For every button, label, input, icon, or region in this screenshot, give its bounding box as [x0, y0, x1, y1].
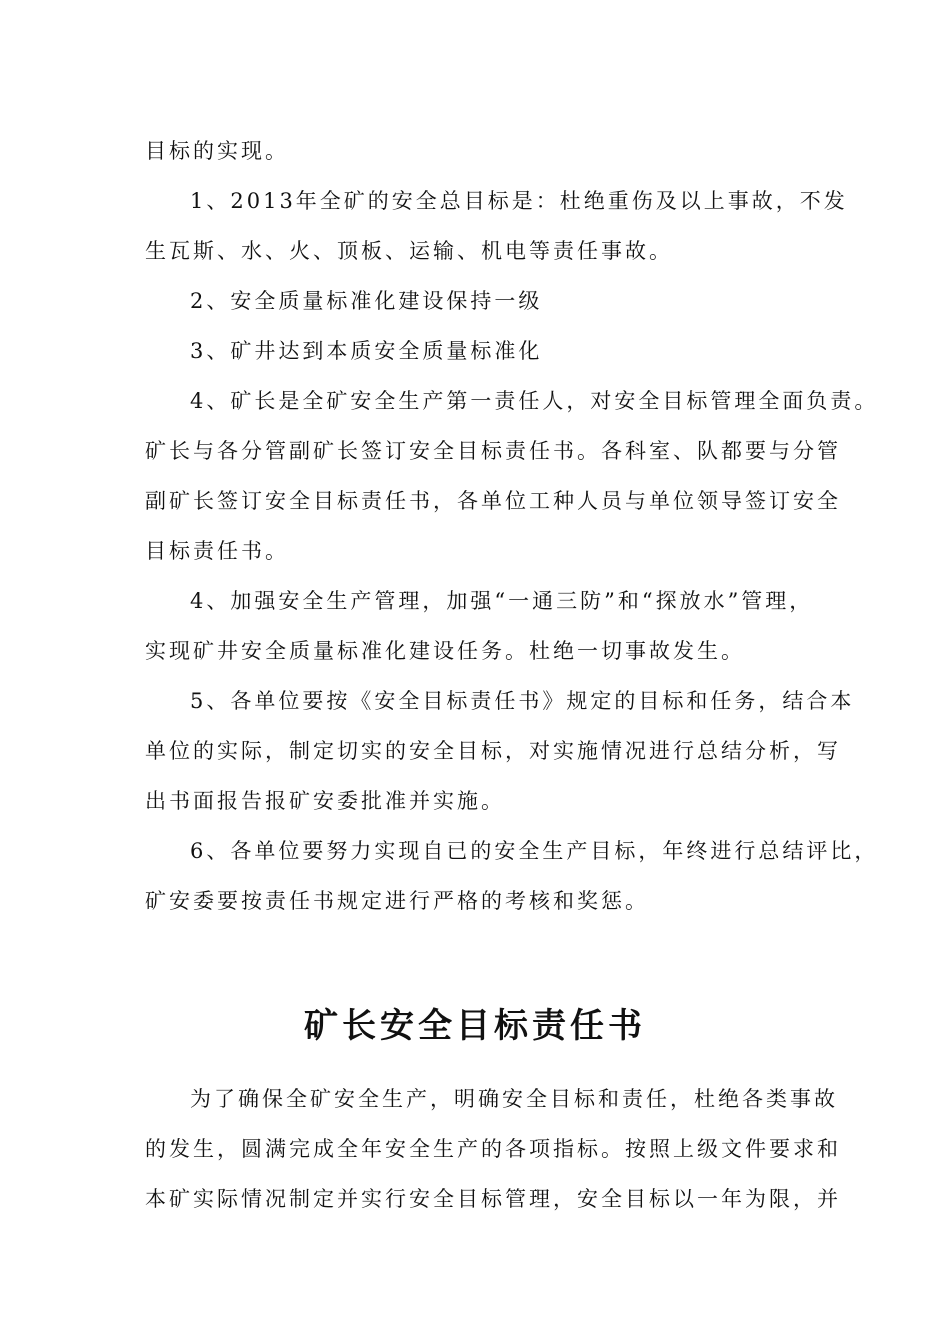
intro-line-3: 本矿实际情况制定并实行安全目标管理，安全目标以一年为限，并: [145, 1187, 841, 1211]
body-line-3: 生瓦斯、水、火、顶板、运输、机电等责任事故。: [145, 239, 673, 263]
body-line-8: 副矿长签订安全目标责任书，各单位工种人员与单位领导签订安全: [145, 489, 841, 513]
body-line-9: 目标责任书。: [145, 539, 289, 563]
body-line-13: 单位的实际，制定切实的安全目标，对实施情况进行总结分析，写: [145, 739, 841, 763]
body-line-5: 3、矿井达到本质安全质量标准化: [190, 339, 543, 363]
body-line-2: 1、2013年全矿的安全总目标是：杜绝重伤及以上事故，不发: [190, 189, 848, 213]
body-line-7: 矿长与各分管副矿长签订安全目标责任书。各科室、队都要与分管: [145, 439, 841, 463]
body-line-4: 2、安全质量标准化建设保持一级: [190, 289, 543, 313]
body-line-14: 出书面报告报矿安委批准并实施。: [145, 789, 505, 813]
body-line-12: 5、各单位要按《安全目标责任书》规定的目标和任务，结合本: [190, 689, 855, 713]
section-title: 矿长安全目标责任书: [304, 1006, 646, 1046]
body-line-6: 4、矿长是全矿安全生产第一责任人，对安全目标管理全面负责。: [190, 389, 879, 413]
body-line-1: 目标的实现。: [145, 139, 289, 163]
body-line-11: 实现矿井安全质量标准化建设任务。杜绝一切事故发生。: [145, 639, 745, 663]
intro-line-1: 为了确保全矿安全生产，明确安全目标和责任，杜绝各类事故: [190, 1087, 838, 1111]
body-line-10: 4、加强安全生产管理，加强“一通三防”和“探放水”管理，: [190, 589, 814, 613]
body-line-15: 6、各单位要努力实现自已的安全生产目标，年终进行总结评比，: [190, 839, 879, 863]
intro-line-2: 的发生，圆满完成全年安全生产的各项指标。按照上级文件要求和: [145, 1137, 841, 1161]
body-line-16: 矿安委要按责任书规定进行严格的考核和奖惩。: [145, 889, 649, 913]
